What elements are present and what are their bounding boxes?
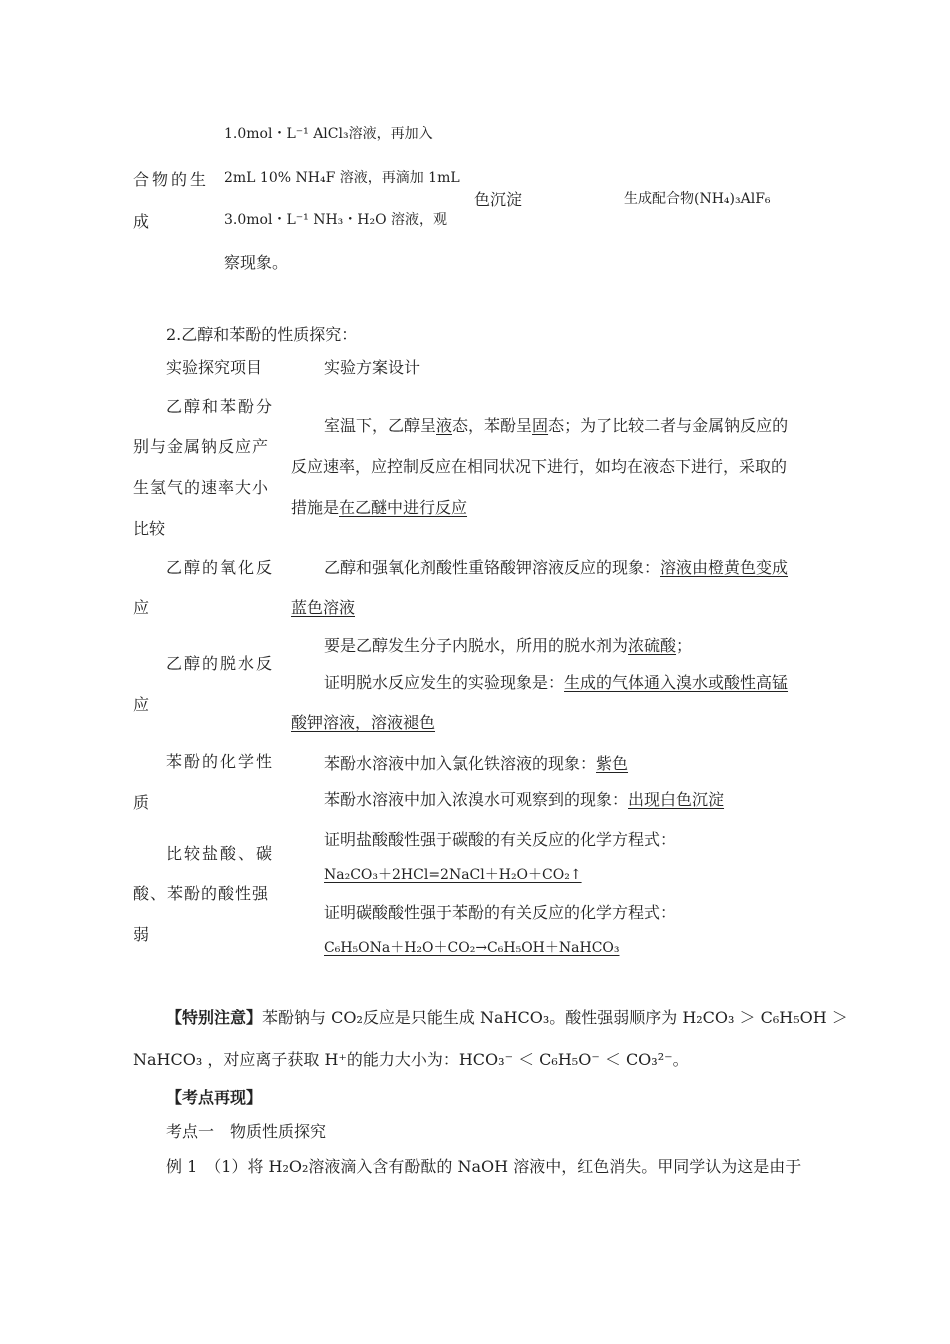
answer-white-precipitate: 出现白色沉淀 <box>628 790 725 809</box>
r1-design-line2: 反应速率，应控制反应在相同状况下进行，如均在液态下进行，采取的 <box>291 457 788 476</box>
text: 苯酚水溶液中加入浓溴水可观察到的现象： <box>324 790 629 809</box>
table1-col2-line4: 察现象。 <box>224 253 289 272</box>
answer-solid: 固 <box>532 416 549 435</box>
r4-design-line1 <box>324 754 628 773</box>
table1-col2-line3: 3.0mol・L⁻¹ NH₃・H₂O 溶液，观 <box>224 212 448 228</box>
text: 室温下，乙醇呈 <box>324 416 437 435</box>
table1-col3: 色沉淀 <box>474 190 523 209</box>
note-label: 【特别注意】 <box>166 1008 263 1027</box>
answer-liquid: 液 <box>436 416 453 435</box>
col-header-design: 实验方案设计 <box>324 358 421 377</box>
text: 态；为了比较二者与金属钠反应的 <box>548 416 789 435</box>
special-note-line1 <box>166 1008 848 1027</box>
r2-design-line2: 蓝色溶液 <box>291 598 356 617</box>
example-1: 例 1 （1）将 H₂O₂溶液滴入含有酚酞的 NaOH 溶液中，红色消失。甲同学认为这是由于 <box>166 1157 802 1176</box>
r2-item-l1: 乙醇的氧化反 <box>166 558 275 577</box>
r3-item-l2: 应 <box>133 695 150 714</box>
r3-design-line3: 酸钾溶液，溶液褪色 <box>291 713 436 732</box>
col-header-item: 实验探究项目 <box>166 358 263 377</box>
r1-design-line3 <box>291 498 467 517</box>
kaodian-subheading: 考点一 物质性质探究 <box>166 1122 327 1141</box>
answer-phenomenon: 溶液由橙黄色变成 <box>660 558 789 577</box>
text: 态，苯酚呈 <box>452 416 533 435</box>
r5-equation2: C₆H₅ONa＋H₂O＋CO₂→C₆H₅OH＋NaHCO₃ <box>324 940 620 956</box>
section2-heading: 2.乙醇和苯酚的性质探究： <box>166 325 358 344</box>
r3-design-line2 <box>324 673 788 692</box>
text: 措施是 <box>291 498 340 517</box>
text: ； <box>676 636 693 655</box>
note-text: 苯酚钠与 CO₂反应是只能生成 NaHCO₃。酸性强弱顺序为 H₂CO₃ ＞ C₆H₅OH ＞ <box>262 1008 848 1027</box>
r1-item-l1: 乙醇和苯酚分 <box>166 397 275 416</box>
table1-col2-line1: 1.0mol・L⁻¹ AlCl₃溶液，再加入 <box>224 126 433 142</box>
text: 要是乙醇发生分子内脱水，所用的脱水剂为 <box>324 636 629 655</box>
kaodian-heading: 【考点再现】 <box>166 1088 263 1107</box>
table1-col2-line2: 2mL 10% NH₄F 溶液，再滴加 1mL <box>224 170 460 186</box>
r4-item-l2: 质 <box>133 793 150 812</box>
r5-item-l2: 酸、苯酚的酸性强 <box>133 884 270 903</box>
r1-item-l4: 比较 <box>133 519 166 538</box>
table1-col1-line1: 合物的生 <box>133 170 210 189</box>
r5-item-l3: 弱 <box>133 925 150 944</box>
answer-measure: 在乙醚中进行反应 <box>339 498 468 517</box>
special-note-line2: NaHCO₃ ，对应离子获取 H⁺的能力大小为：HCO₃⁻ ＜ C₆H₅O⁻ ＜ CO₃²⁻。 <box>133 1050 689 1069</box>
text: 乙醇和强氧化剂酸性重铬酸钾溶液反应的现象： <box>324 558 661 577</box>
r4-item-l1: 苯酚的化学性 <box>166 752 275 771</box>
r5-equation1: Na₂CO₃＋2HCl=2NaCl＋H₂O＋CO₂↑ <box>324 867 582 883</box>
r5-design-line3: 证明碳酸酸性强于苯酚的有关反应的化学方程式： <box>324 903 677 922</box>
table1-col1-line2: 成 <box>133 212 150 231</box>
r2-item-l2: 应 <box>133 598 150 617</box>
text: 证明脱水反应发生的实验现象是： <box>324 673 565 692</box>
text: 苯酚水溶液中加入氯化铁溶液的现象： <box>324 754 597 773</box>
r2-design-line1 <box>324 558 788 577</box>
r1-item-l2: 别与金属钠反应产 <box>133 437 270 456</box>
table1-col4: 生成配合物(NH₄)₃AlF₆ <box>624 191 771 207</box>
r3-design-line1 <box>324 636 692 655</box>
r1-item-l3: 生氢气的速率大小 <box>133 478 270 497</box>
answer-evidence: 生成的气体通入溴水或酸性高锰 <box>564 673 789 692</box>
r5-item-l1: 比较盐酸、碳 <box>166 844 275 863</box>
r5-design-line1: 证明盐酸酸性强于碳酸的有关反应的化学方程式： <box>324 830 677 849</box>
answer-purple: 紫色 <box>596 754 629 773</box>
answer-dehydrant: 浓硫酸 <box>628 636 677 655</box>
r4-design-line2 <box>324 790 724 809</box>
r3-item-l1: 乙醇的脱水反 <box>166 654 275 673</box>
r1-design-line1 <box>324 416 788 435</box>
